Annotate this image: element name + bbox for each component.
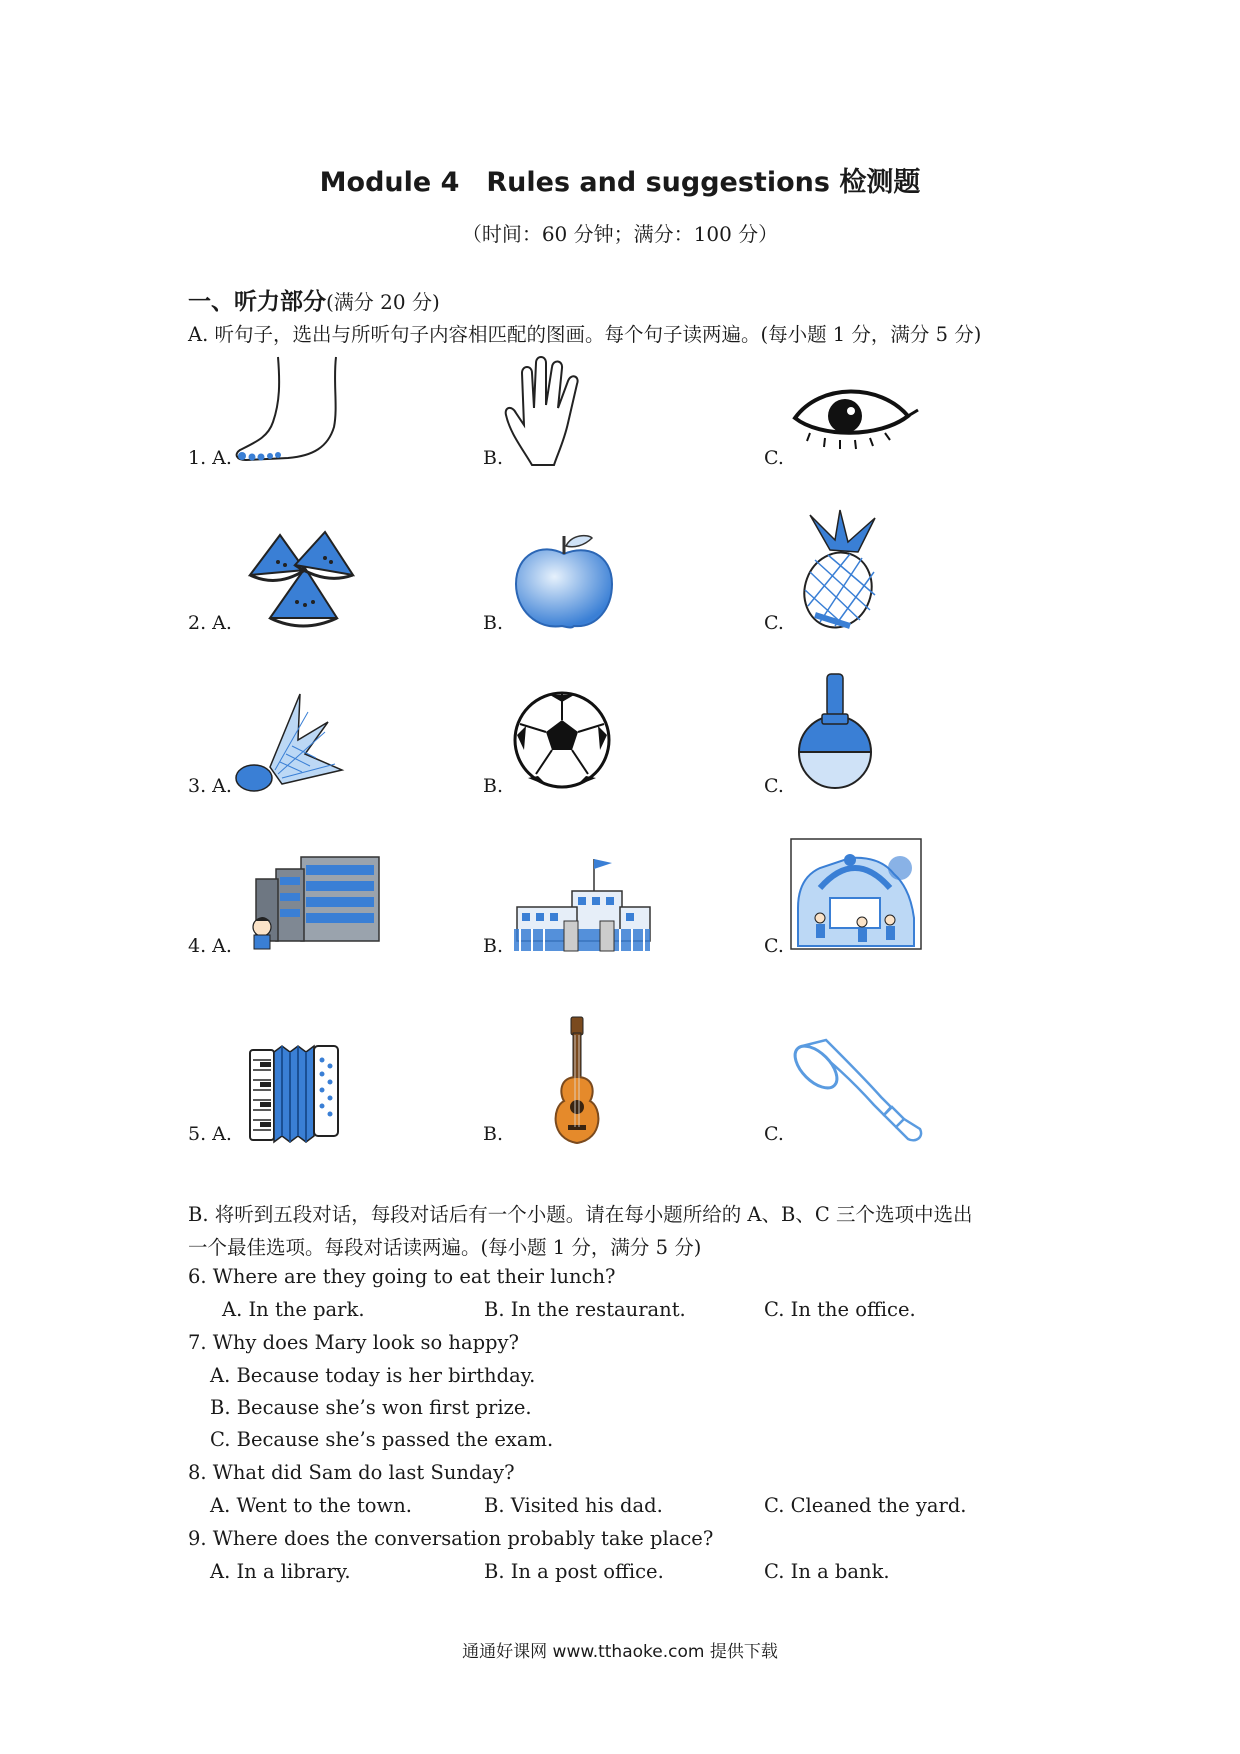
q4-label-c: C. <box>764 935 784 957</box>
q7-question: 7. Why does Mary look so happy? <box>188 1331 520 1354</box>
q2-label-b: B. <box>483 612 504 634</box>
football-icon <box>512 690 612 790</box>
q1-label-a: 1. A. <box>188 447 232 469</box>
q6-option-b: B. In the restaurant. <box>484 1298 686 1321</box>
q5-label-a: 5. A. <box>188 1123 232 1145</box>
school-icon <box>512 855 652 955</box>
q8-option-a: A. Went to the town. <box>210 1494 412 1517</box>
q9-option-c: C. In a bank. <box>764 1560 890 1583</box>
guitar-icon <box>548 1015 606 1147</box>
q8-option-b: B. Visited his dad. <box>484 1494 663 1517</box>
exam-time-score: （时间：60 分钟；满分：100 分） <box>461 222 779 246</box>
q1-label-b: B. <box>483 447 504 469</box>
q6-option-c: C. In the office. <box>764 1298 916 1321</box>
q2-label-c: C. <box>764 612 784 634</box>
q5-label-c: C. <box>764 1123 784 1145</box>
q1-label-c: C. <box>764 447 784 469</box>
hand-icon <box>502 353 597 468</box>
section-score: (满分 20 分) <box>326 290 440 314</box>
q5-label-b: B. <box>483 1123 504 1145</box>
library-icon <box>246 855 382 955</box>
page-footer: 通通好课网 www.tthaoke.com 提供下载 <box>462 1642 778 1662</box>
q3-label-a: 3. A. <box>188 775 232 797</box>
pineapple-icon <box>790 510 895 630</box>
eye-icon <box>790 378 920 458</box>
q9-option-a: A. In a library. <box>210 1560 351 1583</box>
q9-option-b: B. In a post office. <box>484 1560 664 1583</box>
q6-question: 6. Where are they going to eat their lunch? <box>188 1265 616 1288</box>
q7-option-a: A. Because today is her birthday. <box>210 1364 536 1387</box>
q7-option-c: C. Because she’s passed the exam. <box>210 1428 554 1451</box>
q2-label-a: 2. A. <box>188 612 232 634</box>
q3-label-b: B. <box>483 775 504 797</box>
ping-pong-paddle-icon <box>794 672 876 796</box>
q4-label-a: 4. A. <box>188 935 232 957</box>
part-a-instruction: A. 听句子，选出与所听句子内容相匹配的图画。每个句子读两遍。(每小题 1 分，满分 5 分) <box>188 323 982 346</box>
section-title: 一、听力部分 <box>188 289 326 315</box>
q8-question: 8. What did Sam do last Sunday? <box>188 1461 515 1484</box>
accordion-icon <box>248 1040 343 1145</box>
q3-label-c: C. <box>764 775 784 797</box>
q6-option-a: A. In the park. <box>222 1298 365 1321</box>
watermelon-icon <box>245 530 360 630</box>
q7-option-b: B. Because she’s won first prize. <box>210 1396 532 1419</box>
q8-option-c: C. Cleaned the yard. <box>764 1494 967 1517</box>
apple-icon <box>512 532 617 632</box>
foot-icon <box>228 352 343 467</box>
part-b-instruction-line2: 一个最佳选项。每段对话读两遍。(每小题 1 分，满分 5 分) <box>188 1236 702 1259</box>
trumpet-icon <box>796 1035 931 1145</box>
q9-question: 9. Where does the conversation probably take place? <box>188 1527 714 1550</box>
park-icon <box>790 838 922 950</box>
part-b-instruction-line1: B. 将听到五段对话，每段对话后有一个小题。请在每小题所给的 A、B、C 三个选项中选出 <box>188 1203 973 1226</box>
q4-label-b: B. <box>483 935 504 957</box>
shuttlecock-icon <box>230 692 350 797</box>
page-title: Module 4 Rules and suggestions 检测题 <box>319 167 921 198</box>
section-heading <box>188 283 440 316</box>
